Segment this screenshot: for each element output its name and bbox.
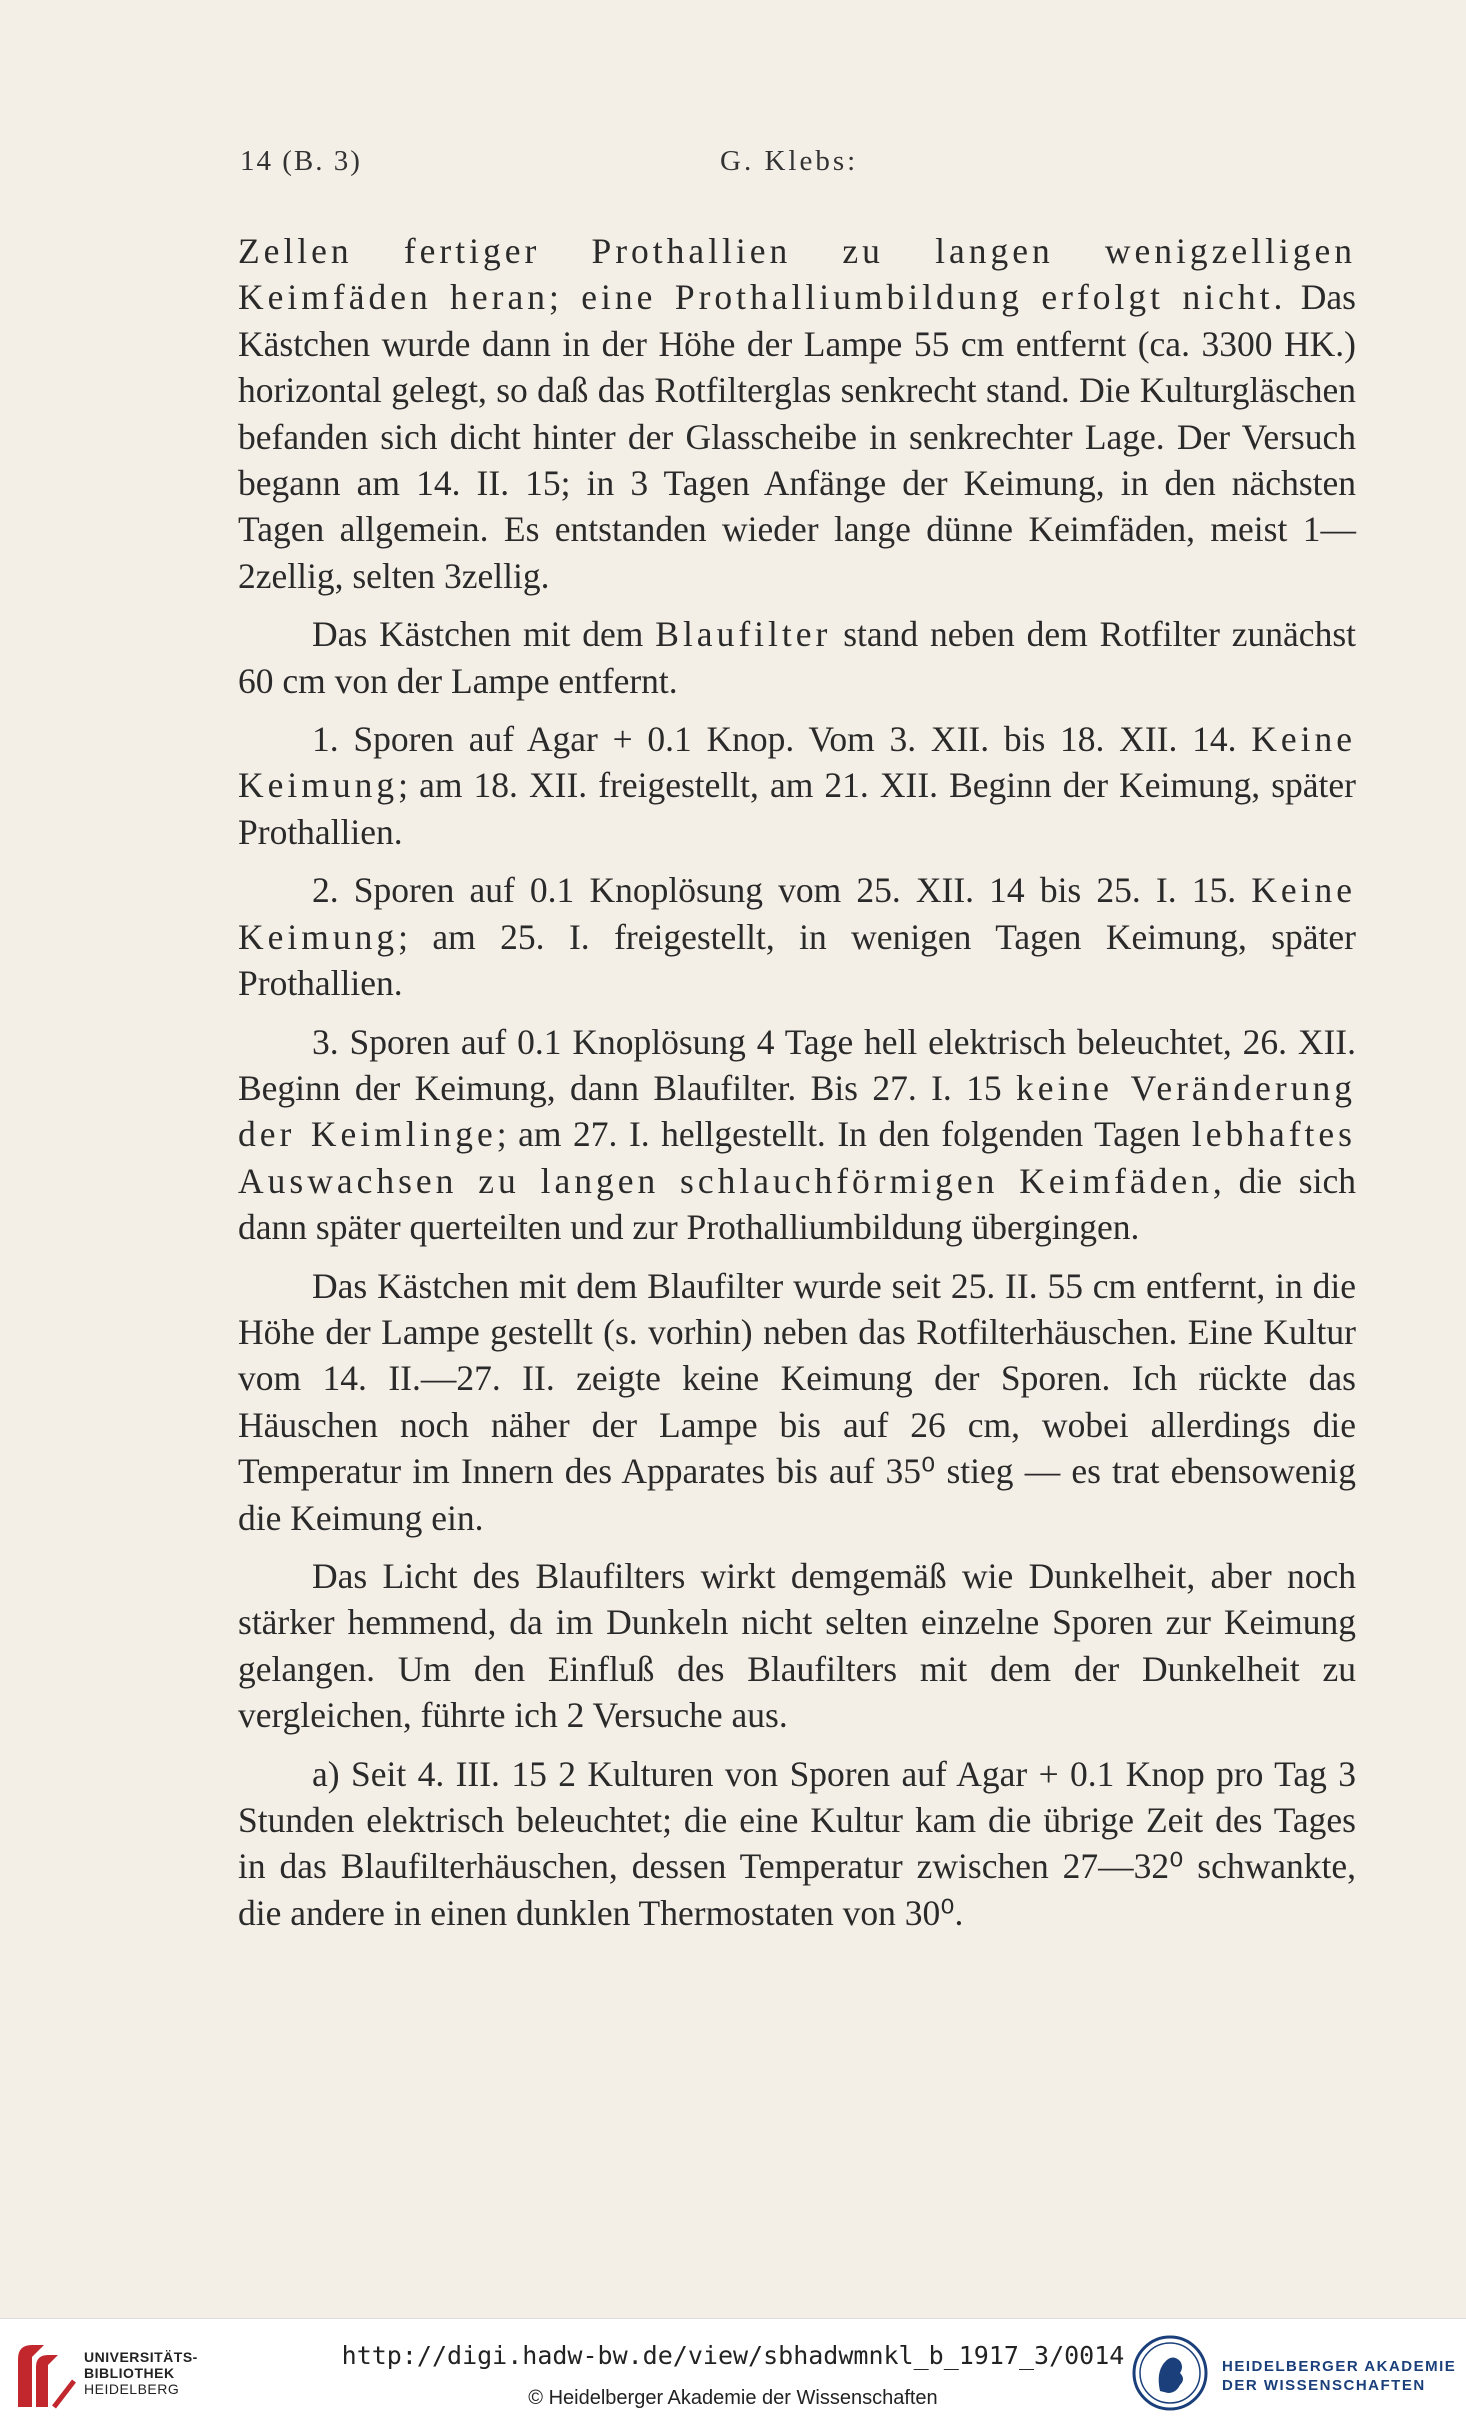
ub-line-1: UNIVERSITÄTS- <box>84 2349 198 2365</box>
text-run: 1. Sporen auf Agar + 0.1 Knop. Vom 3. XII. bis 18. XII. 14. <box>312 719 1252 760</box>
ub-line-2: BIBLIOTHEK <box>84 2365 175 2381</box>
emphasized-text: lebhaftes Auswachsen zu langen schlauchförmigen Keimfäden <box>238 1114 1356 1201</box>
paragraph-4 <box>238 867 1356 1006</box>
ub-line-3: HEIDELBERG <box>84 2381 180 2397</box>
text-run: Das Kästchen wurde dann in der Höhe der Lampe 55 cm entfernt (ca. 3300 HK.) horizontal gelegt, so daß das Rotfilterglas senkrecht stand. Die Kulturgläschen befanden sich dicht hinter der Glasscheibe in senkrechter Lage. Der Versuch begann am 14. II. 15; in 3 Tagen Anfänge der Keimung, in den nächsten Tagen allgemein. Es entstanden wieder lange dünne Keimfäden, meist 1—2zellig, selten 3zellig. <box>238 277 1356 596</box>
page-reference: 14 (B. 3) <box>240 145 362 177</box>
paragraph-8 <box>238 1751 1356 1937</box>
haw-seal-icon <box>1130 2333 1210 2413</box>
haw-label <box>1222 2357 1456 2395</box>
paragraph-1 <box>238 228 1356 599</box>
haw-line-1: HEIDELBERGER AKADEMIE <box>1222 2358 1457 2375</box>
text-run: Das Licht des Blaufilters wirkt demgemäß wie Dunkelheit, aber noch stärker hemmend, da im Dunkeln nicht selten einzelne Sporen zur Keimung gelangen. Um den Einfluß des Blaufilters mit dem der Dunkelheit zu vergleichen, führte ich 2 Versuche aus. <box>238 1555 1356 1736</box>
copyright-notice: © Heidelberger Akademie der Wissenschaften <box>528 2387 938 2409</box>
emphasized-text: Keine Keimung <box>238 870 1356 957</box>
paragraph-2 <box>238 611 1356 704</box>
paragraph-5 <box>238 1019 1356 1251</box>
text-run: Das Kästchen mit dem <box>312 614 656 655</box>
footer-bar <box>0 2318 1466 2427</box>
text-run: ; am 25. I. freigestellt, in wenigen Tagen Keimung, später Prothallien. <box>238 916 1356 1004</box>
text-run: ; am 18. XII. freigestellt, am 21. XII. Beginn der Keimung, später Prothallien. <box>238 765 1356 852</box>
emphasized-text: keine Veränderung der Keimlinge <box>238 1067 1356 1155</box>
text-run: Das Kästchen mit dem Blaufilter wurde seit 25. II. 55 cm entfernt, in die Höhe der Lampe gestellt (s. vorhin) neben das Rotfilterhäuschen. Eine Kultur vom 14. II.—27. II. zeigte keine Keimung der Sporen. Ich rückte das Häuschen noch näher der Lampe bis auf 26 cm, wobei allerdings die Temperatur im Innern des Apparates bis auf 35⁰ stieg — es trat ebensowenig die Keimung ein. <box>238 1265 1356 1538</box>
emphasized-text: Keine Keimung <box>238 719 1356 806</box>
emphasized-text: Blaufilter <box>655 614 832 655</box>
haw-line-2: DER WISSENSCHAFTEN <box>1222 2377 1426 2394</box>
text-run: a) Seit 4. III. 15 2 Kulturen von Sporen auf Agar + 0.1 Knop pro Tag 3 Stunden elektrisch beleuchtet; die eine Kultur kam die übrige Zeit des Tages in das Blaufilterhäuschen, dessen Temperatur zwischen 27—32⁰ schwankte, die andere in einen dunklen Thermostaten von 30⁰. <box>238 1753 1356 1933</box>
text-run: 2. Sporen auf 0.1 Knoplösung vom 25. XII. 14 bis 25. I. 15. <box>312 870 1252 911</box>
text-run: 3. Sporen auf 0.1 Knoplösung 4 Tage hell elektrisch beleuchtet, 26. XII. Beginn der Keimung, dann Blaufilter. Bis 27. I. 15 <box>238 1021 1356 1108</box>
text-run: stand neben dem Rotfilter zunächst 60 cm von der Lampe entfernt. <box>238 614 1356 701</box>
permalink-url[interactable]: http://digi.hadw-bw.de/view/sbhadwmnkl_b_1917_3/0014 <box>341 2341 1125 2370</box>
emphasized-text: Zellen fertiger Prothallien zu langen wenigzelligen Keimfäden heran; eine Prothalliumbildung erfolgt nicht. <box>238 231 1356 318</box>
body-text <box>238 228 1356 1948</box>
paragraph-3 <box>238 716 1356 855</box>
text-run: ; am 27. I. hellgestellt. In den folgenden Tagen <box>496 1114 1192 1155</box>
paragraph-6 <box>238 1263 1356 1541</box>
paragraph-7 <box>238 1553 1356 1739</box>
running-head-author: G. Klebs: <box>720 145 859 177</box>
text-run: , die sich dann später querteilten und zur Prothalliumbildung übergingen. <box>238 1160 1356 1248</box>
